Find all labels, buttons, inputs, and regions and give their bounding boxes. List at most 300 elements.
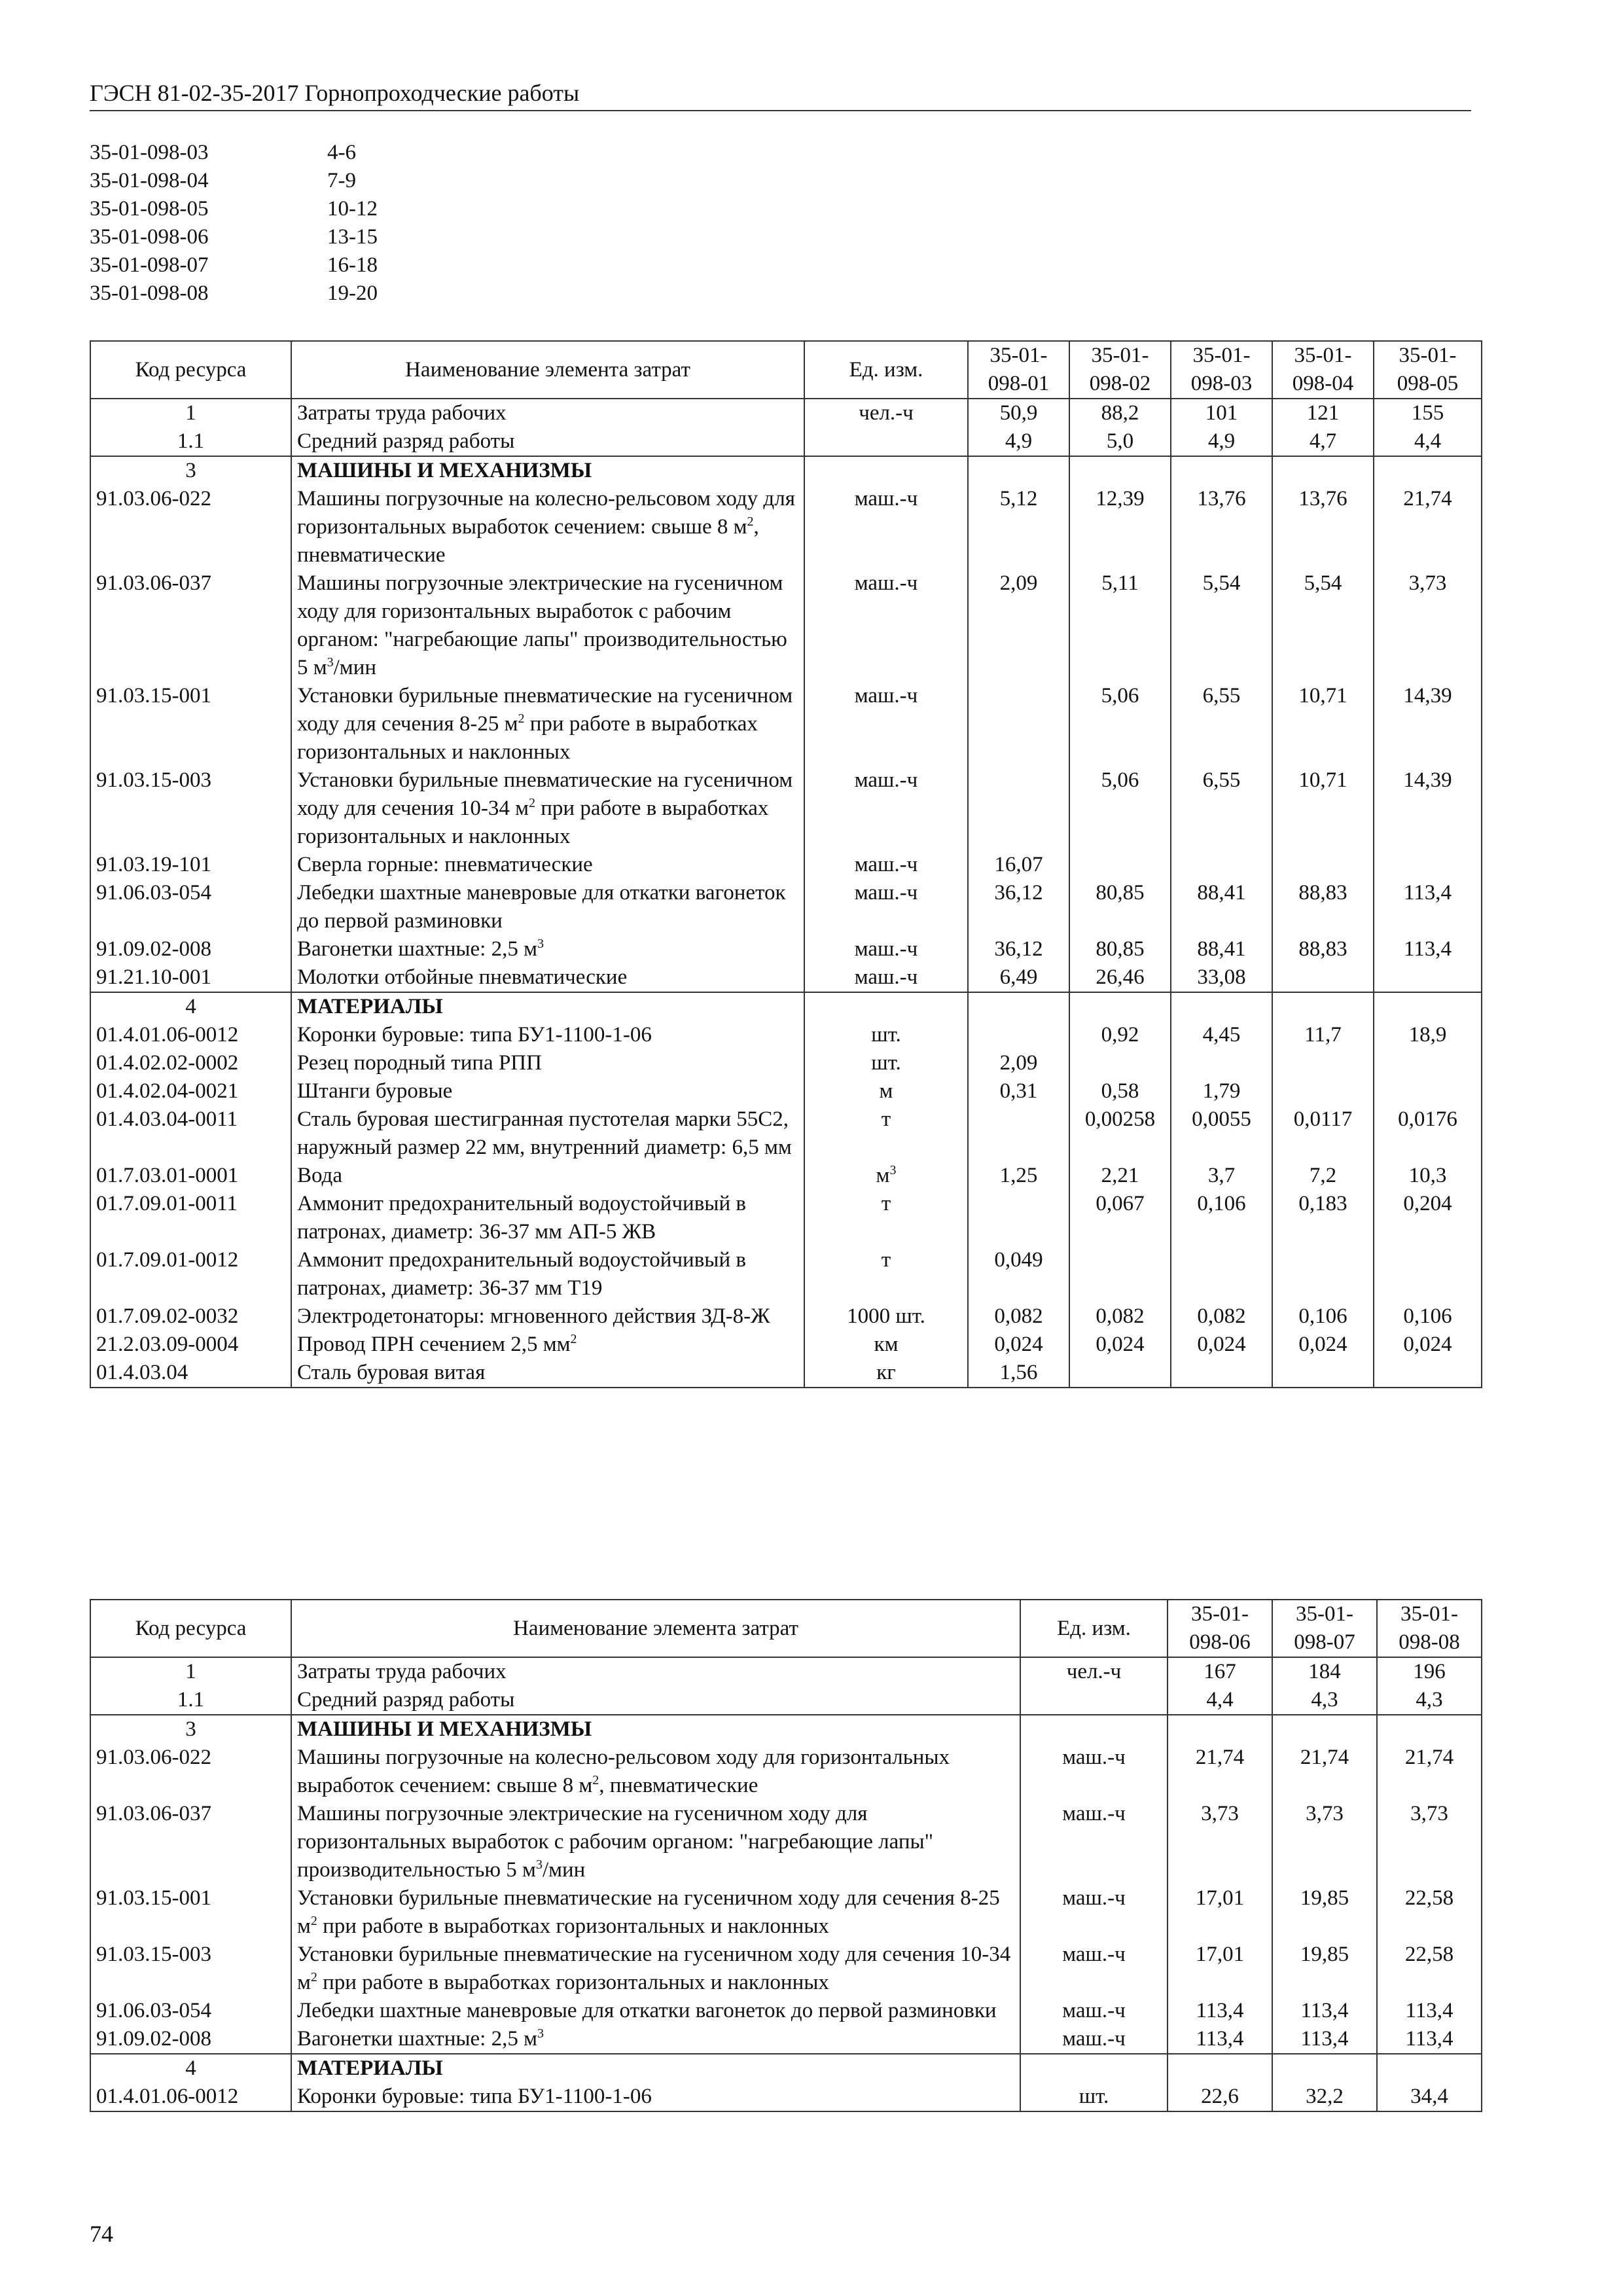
resource-code: 91.03.06-022 <box>90 485 291 569</box>
resource-value <box>1069 992 1171 1021</box>
resource-value <box>1377 2054 1482 2083</box>
resource-value: 0,204 <box>1374 1190 1482 1246</box>
resource-unit: маш.-ч <box>1020 1997 1168 2025</box>
resource-value: 5,0 <box>1069 427 1171 456</box>
resource-value: 1,25 <box>968 1162 1069 1190</box>
resource-code: 01.4.02.04-0021 <box>90 1077 291 1105</box>
page-number: 74 <box>90 2221 113 2247</box>
header-code: Код ресурса <box>90 1600 291 1657</box>
resource-unit: маш.-ч <box>1020 1941 1168 1997</box>
resource-value: 5,06 <box>1069 766 1171 851</box>
resource-value: 19,85 <box>1272 1941 1377 1997</box>
resource-unit: маш.-ч <box>1020 1800 1168 1884</box>
resource-value: 4,3 <box>1377 1686 1482 1715</box>
resource-value: 0,31 <box>968 1077 1069 1105</box>
resource-value: 14,39 <box>1374 766 1482 851</box>
resource-unit: шт. <box>804 1021 968 1049</box>
resource-value <box>1168 2054 1272 2083</box>
resource-value: 22,6 <box>1168 2083 1272 2111</box>
table-row <box>90 1105 1482 1162</box>
resource-value: 21,74 <box>1272 1744 1377 1800</box>
resource-unit: маш.-ч <box>1020 1744 1168 1800</box>
resource-name: Затраты труда рабочих <box>291 1657 1020 1686</box>
resource-value <box>1272 1359 1374 1388</box>
table-row <box>90 2083 1482 2111</box>
resource-value: 3,7 <box>1171 1162 1272 1190</box>
table-header-row <box>90 341 1482 399</box>
resource-value: 33,08 <box>1171 963 1272 992</box>
resource-value <box>968 1021 1069 1049</box>
resource-value: 12,39 <box>1069 485 1171 569</box>
code-range-list <box>90 139 378 308</box>
code-range-value: 10-12 <box>327 197 378 221</box>
resource-value <box>968 456 1069 485</box>
resource-value: 7,2 <box>1272 1162 1374 1190</box>
resource-value: 1,79 <box>1171 1077 1272 1105</box>
resource-unit: маш.-ч <box>804 485 968 569</box>
header-column: 35-01-098-05 <box>1374 341 1482 399</box>
resource-value: 17,01 <box>1168 1941 1272 1997</box>
resource-code: 91.03.15-003 <box>90 1941 291 1997</box>
header-column: 35-01-098-07 <box>1272 1600 1377 1657</box>
resource-value: 6,55 <box>1171 682 1272 766</box>
resource-value: 0,024 <box>1069 1331 1171 1359</box>
resource-name: МАТЕРИАЛЫ <box>291 992 804 1021</box>
resource-code: 4 <box>90 992 291 1021</box>
resource-value <box>1374 1359 1482 1388</box>
resource-code: 1.1 <box>90 427 291 456</box>
resource-code: 01.7.09.01-0012 <box>90 1246 291 1302</box>
resource-value <box>1272 1715 1377 1744</box>
resource-unit: $м^3$ <box>804 1162 968 1190</box>
header-column: 35-01-098-08 <box>1377 1600 1482 1657</box>
resource-value: 113,4 <box>1272 1997 1377 2025</box>
resource-value: 50,9 <box>968 399 1069 427</box>
resource-value: 196 <box>1377 1657 1482 1686</box>
code-range-value: 13-15 <box>327 225 378 249</box>
code-range-code: 35-01-098-07 <box>90 253 209 277</box>
resource-value: 22,58 <box>1377 1941 1482 1997</box>
table-header-row <box>90 1600 1482 1657</box>
table-row <box>90 935 1482 963</box>
resource-value <box>1374 963 1482 992</box>
resource-code: 91.06.03-054 <box>90 1997 291 2025</box>
table-row <box>90 1331 1482 1359</box>
resource-value <box>1272 2054 1377 2083</box>
resource-unit: маш.-ч <box>804 569 968 682</box>
resource-value: 88,41 <box>1171 935 1272 963</box>
resource-code: 01.4.02.02-0002 <box>90 1049 291 1077</box>
resource-code: 91.09.02-008 <box>90 2025 291 2054</box>
header-column: 35-01-098-01 <box>968 341 1069 399</box>
table-row <box>90 1190 1482 1246</box>
table-row <box>90 1997 1482 2025</box>
resource-name: Сталь буровая витая <box>291 1359 804 1388</box>
resource-name: Резец породный типа РПП <box>291 1049 804 1077</box>
resource-value <box>1374 992 1482 1021</box>
resource-value: 167 <box>1168 1657 1272 1686</box>
resource-code: 91.03.06-037 <box>90 1800 291 1884</box>
resource-value: 88,2 <box>1069 399 1171 427</box>
table-row <box>90 1359 1482 1388</box>
resource-unit: чел.-ч <box>1020 1657 1168 1686</box>
resource-value: 0,0117 <box>1272 1105 1374 1162</box>
resource-unit: маш.-ч <box>804 682 968 766</box>
resource-value <box>1377 1715 1482 1744</box>
resource-value <box>968 1105 1069 1162</box>
table-row <box>90 1941 1482 1997</box>
resource-unit: т <box>804 1246 968 1302</box>
resource-value: 11,7 <box>1272 1021 1374 1049</box>
resource-value: 0,082 <box>1171 1302 1272 1331</box>
table-row <box>90 399 1482 427</box>
resource-value <box>1069 1049 1171 1077</box>
resource-unit: маш.-ч <box>804 851 968 879</box>
resource-code: 21.2.03.09-0004 <box>90 1331 291 1359</box>
resource-name: Вагонетки шахтные: 2,5 $м^3$ <box>291 2025 1020 2054</box>
resource-name: Установки бурильные пневматические на гусеничном ходу для сечения 10-34 $м^2$ при работе в выработках горизонтальных и наклонных <box>291 766 804 851</box>
page-header <box>90 77 1471 111</box>
resource-value: 17,01 <box>1168 1884 1272 1941</box>
resource-name: МАШИНЫ И МЕХАНИЗМЫ <box>291 456 804 485</box>
resource-table-2 <box>90 1599 1482 2112</box>
resource-unit <box>804 992 968 1021</box>
resource-value: 155 <box>1374 399 1482 427</box>
resource-name: Сталь буровая шестигранная пустотелая марки 55С2, наружный размер 22 мм, внутренний диаметр: 6,5 мм <box>291 1105 804 1162</box>
resource-value: 3,73 <box>1377 1800 1482 1884</box>
resource-code: 1 <box>90 399 291 427</box>
resource-value <box>1374 1077 1482 1105</box>
resource-value: 4,4 <box>1374 427 1482 456</box>
resource-unit: маш.-ч <box>804 766 968 851</box>
resource-name: Машины погрузочные на колесно-рельсовом ходу для горизонтальных выработок сечением: свыше 8 $м^2$, пневматические <box>291 485 804 569</box>
resource-value: 13,76 <box>1171 485 1272 569</box>
resource-value <box>1272 456 1374 485</box>
resource-value <box>1272 1246 1374 1302</box>
code-range-item <box>90 139 378 167</box>
resource-name: Молотки отбойные пневматические <box>291 963 804 992</box>
table-row <box>90 1049 1482 1077</box>
resource-value: 0,067 <box>1069 1190 1171 1246</box>
resource-value: 80,85 <box>1069 879 1171 935</box>
resource-value: 0,0176 <box>1374 1105 1482 1162</box>
header-code: Код ресурса <box>90 341 291 399</box>
resource-value <box>1168 1715 1272 1744</box>
resource-value <box>1272 963 1374 992</box>
resource-code: 4 <box>90 2054 291 2083</box>
resource-value: 0,024 <box>1171 1331 1272 1359</box>
resource-value: 2,09 <box>968 1049 1069 1077</box>
table-row <box>90 1884 1482 1941</box>
code-range-code: 35-01-098-06 <box>90 225 209 249</box>
resource-value <box>1374 456 1482 485</box>
table-row <box>90 2025 1482 2054</box>
resource-value: 5,54 <box>1171 569 1272 682</box>
resource-value: 113,4 <box>1272 2025 1377 2054</box>
resource-value: 5,54 <box>1272 569 1374 682</box>
resource-value: 0,106 <box>1272 1302 1374 1331</box>
page-header-title: ГЭСН 81-02-35-2017 Горнопроходческие работы <box>90 80 580 106</box>
resource-value: 113,4 <box>1374 935 1482 963</box>
code-range-item <box>90 251 378 279</box>
table-row <box>90 1246 1482 1302</box>
resource-value <box>968 992 1069 1021</box>
resource-name: Средний разряд работы <box>291 1686 1020 1715</box>
resource-value: 0,106 <box>1374 1302 1482 1331</box>
resource-value <box>1272 1049 1374 1077</box>
resource-unit: м <box>804 1077 968 1105</box>
resource-code: 91.03.06-037 <box>90 569 291 682</box>
code-range-item <box>90 167 378 195</box>
header-column: 35-01-098-03 <box>1171 341 1272 399</box>
resource-code: 01.7.03.01-0001 <box>90 1162 291 1190</box>
resource-value <box>968 1190 1069 1246</box>
resource-value: 5,06 <box>1069 682 1171 766</box>
resource-value: 113,4 <box>1168 2025 1272 2054</box>
resource-value: 13,76 <box>1272 485 1374 569</box>
resource-value <box>1171 992 1272 1021</box>
header-name: Наименование элемента затрат <box>291 341 804 399</box>
resource-value: 1,56 <box>968 1359 1069 1388</box>
table-row <box>90 1302 1482 1331</box>
resource-unit: маш.-ч <box>1020 2025 1168 2054</box>
code-range-code: 35-01-098-03 <box>90 141 209 164</box>
resource-name: Установки бурильные пневматические на гусеничном ходу для сечения 8-25 $м^2$ при работе в выработках горизонтальных и наклонных <box>291 1884 1020 1941</box>
resource-value: 0,024 <box>968 1331 1069 1359</box>
table-row <box>90 682 1482 766</box>
table-row <box>90 963 1482 992</box>
resource-code: 01.4.03.04-0011 <box>90 1105 291 1162</box>
resource-table-1 <box>90 340 1482 1388</box>
resource-value: 0,00258 <box>1069 1105 1171 1162</box>
resource-value: 10,3 <box>1374 1162 1482 1190</box>
resource-code: 91.03.06-022 <box>90 1744 291 1800</box>
resource-code: 91.06.03-054 <box>90 879 291 935</box>
resource-name: Лебедки шахтные маневровые для откатки вагонеток до первой разминовки <box>291 879 804 935</box>
resource-value <box>1171 1359 1272 1388</box>
resource-value: 4,3 <box>1272 1686 1377 1715</box>
resource-value <box>968 766 1069 851</box>
resource-value: 4,7 <box>1272 427 1374 456</box>
code-range-item <box>90 195 378 223</box>
resource-value: 3,73 <box>1168 1800 1272 1884</box>
resource-unit: 1000 шт. <box>804 1302 968 1331</box>
resource-value: 26,46 <box>1069 963 1171 992</box>
resource-unit: шт. <box>1020 2083 1168 2111</box>
resource-unit <box>804 427 968 456</box>
resource-value: 5,12 <box>968 485 1069 569</box>
resource-value: 19,85 <box>1272 1884 1377 1941</box>
resource-value: 5,11 <box>1069 569 1171 682</box>
table-row <box>90 1077 1482 1105</box>
resource-value: 18,9 <box>1374 1021 1482 1049</box>
resource-name: Машины погрузочные электрические на гусеничном ходу для горизонтальных выработок с рабочим органом: "нагребающие лапы" производительностью 5 $м^3$/мин <box>291 569 804 682</box>
code-range-value: 19-20 <box>327 281 378 305</box>
resource-value <box>1171 1246 1272 1302</box>
resource-unit: чел.-ч <box>804 399 968 427</box>
resource-name: Средний разряд работы <box>291 427 804 456</box>
resource-name: Аммонит предохранительный водоустойчивый в патронах, диаметр: 36-37 мм Т19 <box>291 1246 804 1302</box>
resource-value: 0,024 <box>1272 1331 1374 1359</box>
code-range-value: 7-9 <box>327 169 356 192</box>
resource-name: Вагонетки шахтные: 2,5 $м^3$ <box>291 935 804 963</box>
table-row <box>90 992 1482 1021</box>
resource-value: 4,9 <box>1171 427 1272 456</box>
resource-value: 88,41 <box>1171 879 1272 935</box>
code-range-code: 35-01-098-04 <box>90 169 209 192</box>
resource-code: 1 <box>90 1657 291 1686</box>
resource-code: 91.03.15-001 <box>90 1884 291 1941</box>
table-row <box>90 1021 1482 1049</box>
resource-name: Машины погрузочные электрические на гусеничном ходу для горизонтальных выработок с рабочим органом: "нагребающие лапы" производительностью 5 $м^3$/мин <box>291 1800 1020 1884</box>
resource-code: 3 <box>90 456 291 485</box>
resource-value: 10,71 <box>1272 766 1374 851</box>
resource-code: 3 <box>90 1715 291 1744</box>
resource-code: 91.21.10-001 <box>90 963 291 992</box>
resource-value: 0,106 <box>1171 1190 1272 1246</box>
resource-value <box>1171 851 1272 879</box>
resource-unit: шт. <box>804 1049 968 1077</box>
table-row <box>90 1657 1482 1686</box>
resource-unit: маш.-ч <box>804 879 968 935</box>
resource-value: 6,55 <box>1171 766 1272 851</box>
table-row <box>90 456 1482 485</box>
resource-value: 14,39 <box>1374 682 1482 766</box>
resource-name: Коронки буровые: типа БУ1-1100-1-06 <box>291 2083 1020 2111</box>
resource-value: 113,4 <box>1377 1997 1482 2025</box>
table-row <box>90 1715 1482 1744</box>
resource-value: 80,85 <box>1069 935 1171 963</box>
resource-unit: км <box>804 1331 968 1359</box>
resource-value: 0,0055 <box>1171 1105 1272 1162</box>
resource-value <box>1171 1049 1272 1077</box>
code-range-value: 4-6 <box>327 141 356 164</box>
resource-value: 0,082 <box>968 1302 1069 1331</box>
resource-value <box>1374 1049 1482 1077</box>
resource-value: 21,74 <box>1377 1744 1482 1800</box>
code-range-item <box>90 223 378 251</box>
resource-value <box>1272 992 1374 1021</box>
resource-value <box>1374 1246 1482 1302</box>
resource-unit <box>804 456 968 485</box>
table-row <box>90 851 1482 879</box>
resource-value: 88,83 <box>1272 935 1374 963</box>
header-unit: Ед. изм. <box>804 341 968 399</box>
resource-name: Лебедки шахтные маневровые для откатки вагонеток до первой разминовки <box>291 1997 1020 2025</box>
resource-code: 1.1 <box>90 1686 291 1715</box>
table-row <box>90 569 1482 682</box>
table-row <box>90 485 1482 569</box>
resource-name: Провод ПРН сечением 2,5 $мм^2$ <box>291 1331 804 1359</box>
table-row <box>90 1800 1482 1884</box>
resource-name: Затраты труда рабочих <box>291 399 804 427</box>
resource-value: 4,45 <box>1171 1021 1272 1049</box>
header-name: Наименование элемента затрат <box>291 1600 1020 1657</box>
code-range-code: 35-01-098-08 <box>90 281 209 305</box>
header-column: 35-01-098-02 <box>1069 341 1171 399</box>
resource-value <box>1069 1359 1171 1388</box>
resource-unit: т <box>804 1105 968 1162</box>
resource-value: 4,4 <box>1168 1686 1272 1715</box>
resource-value <box>1069 456 1171 485</box>
table-row <box>90 1162 1482 1190</box>
resource-name: Аммонит предохранительный водоустойчивый в патронах, диаметр: 36-37 мм АП-5 ЖВ <box>291 1190 804 1246</box>
resource-name: МАТЕРИАЛЫ <box>291 2054 1020 2083</box>
resource-unit: т <box>804 1190 968 1246</box>
resource-value: 113,4 <box>1377 2025 1482 2054</box>
resource-value: 16,07 <box>968 851 1069 879</box>
resource-value: 6,49 <box>968 963 1069 992</box>
resource-unit <box>1020 1686 1168 1715</box>
table-row <box>90 427 1482 456</box>
resource-code: 01.7.09.01-0011 <box>90 1190 291 1246</box>
resource-name: Штанги буровые <box>291 1077 804 1105</box>
resource-value: 3,73 <box>1374 569 1482 682</box>
resource-value: 34,4 <box>1377 2083 1482 2111</box>
resource-unit <box>1020 1715 1168 1744</box>
resource-value: 184 <box>1272 1657 1377 1686</box>
resource-value: 32,2 <box>1272 2083 1377 2111</box>
resource-value <box>1272 1077 1374 1105</box>
resource-unit: маш.-ч <box>804 963 968 992</box>
resource-value <box>1069 851 1171 879</box>
resource-value: 36,12 <box>968 879 1069 935</box>
resource-value: 22,58 <box>1377 1884 1482 1941</box>
resource-value: 0,024 <box>1374 1331 1482 1359</box>
resource-name: МАШИНЫ И МЕХАНИЗМЫ <box>291 1715 1020 1744</box>
resource-name: Электродетонаторы: мгновенного действия ЗД-8-Ж <box>291 1302 804 1331</box>
resource-value: 21,74 <box>1374 485 1482 569</box>
code-range-value: 16-18 <box>327 253 378 277</box>
resource-code: 01.4.03.04 <box>90 1359 291 1388</box>
resource-value <box>1272 851 1374 879</box>
header-unit: Ед. изм. <box>1020 1600 1168 1657</box>
resource-value: 2,21 <box>1069 1162 1171 1190</box>
resource-value: 21,74 <box>1168 1744 1272 1800</box>
code-range-item <box>90 279 378 308</box>
resource-value: 0,082 <box>1069 1302 1171 1331</box>
table-row <box>90 766 1482 851</box>
table-row <box>90 879 1482 935</box>
resource-code: 01.4.01.06-0012 <box>90 2083 291 2111</box>
resource-code: 91.03.19-101 <box>90 851 291 879</box>
resource-value: 101 <box>1171 399 1272 427</box>
resource-value <box>1374 851 1482 879</box>
code-range-code: 35-01-098-05 <box>90 197 209 221</box>
resource-unit: маш.-ч <box>804 935 968 963</box>
resource-code: 01.4.01.06-0012 <box>90 1021 291 1049</box>
resource-value: 88,83 <box>1272 879 1374 935</box>
resource-unit: маш.-ч <box>1020 1884 1168 1941</box>
resource-value <box>968 682 1069 766</box>
table-row <box>90 1686 1482 1715</box>
resource-value: 10,71 <box>1272 682 1374 766</box>
table-row <box>90 2054 1482 2083</box>
resource-value: 2,09 <box>968 569 1069 682</box>
header-column: 35-01-098-04 <box>1272 341 1374 399</box>
resource-code: 91.09.02-008 <box>90 935 291 963</box>
resource-unit: кг <box>804 1359 968 1388</box>
resource-code: 01.7.09.02-0032 <box>90 1302 291 1331</box>
resource-code: 91.03.15-001 <box>90 682 291 766</box>
resource-name: Вода <box>291 1162 804 1190</box>
resource-value: 3,73 <box>1272 1800 1377 1884</box>
table-row <box>90 1744 1482 1800</box>
resource-value: 4,9 <box>968 427 1069 456</box>
resource-name: Машины погрузочные на колесно-рельсовом ходу для горизонтальных выработок сечением: свыше 8 $м^2$, пневматические <box>291 1744 1020 1800</box>
resource-value: 0,183 <box>1272 1190 1374 1246</box>
resource-value: 113,4 <box>1374 879 1482 935</box>
